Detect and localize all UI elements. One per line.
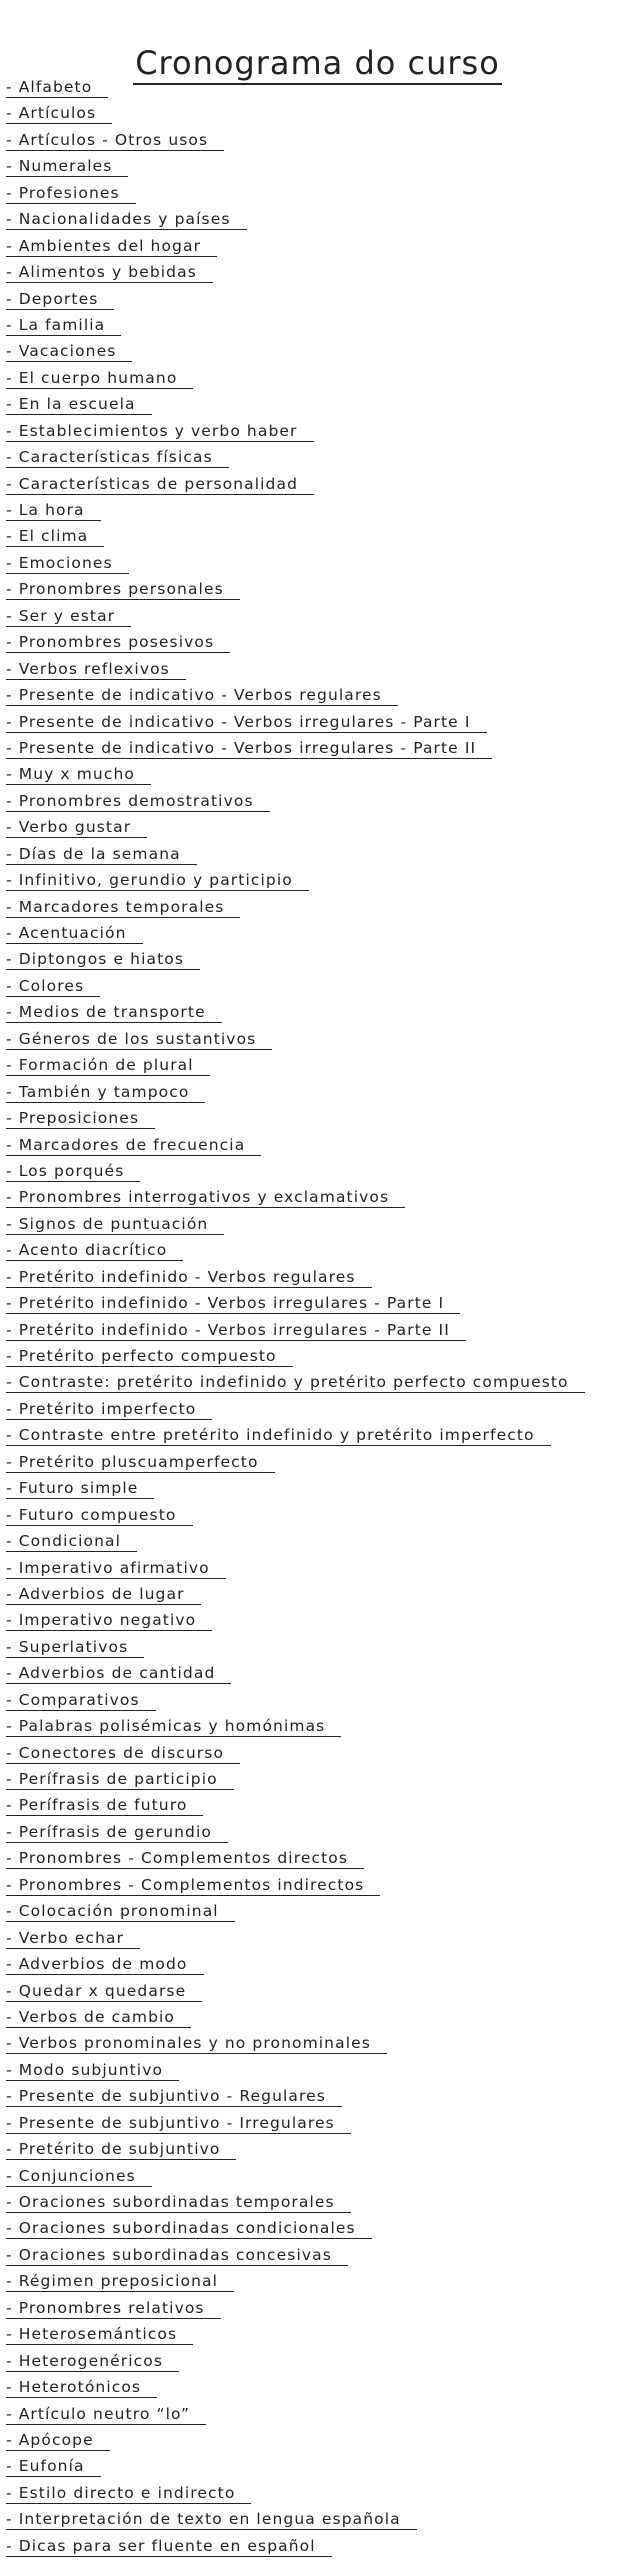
topic-item [6, 1688, 585, 1714]
topic-link[interactable]: - Heterosemánticos [6, 2324, 193, 2345]
topic-item [6, 2534, 585, 2560]
topic-item [6, 974, 585, 1000]
topic-item [6, 1265, 585, 1291]
topic-link[interactable]: - Apócope [6, 2430, 110, 2451]
topic-link[interactable]: - Oraciones subordinadas condicionales [6, 2218, 372, 2239]
topic-link[interactable]: - Oraciones subordinadas temporales [6, 2192, 351, 2213]
topic-item [6, 101, 585, 127]
topic-link[interactable]: - Heterotónicos [6, 2377, 157, 2398]
topic-item [6, 1133, 585, 1159]
topic-item [6, 75, 585, 101]
topic-item [6, 2296, 585, 2322]
topic-link[interactable]: - Palabras polisémicas y homónimas [6, 1716, 341, 1737]
topic-item [6, 577, 585, 603]
topic-link[interactable]: - Características físicas [6, 447, 229, 468]
topic-item [6, 1820, 585, 1846]
topic-item [6, 1793, 585, 1819]
topic-item [6, 2137, 585, 2163]
topic-link[interactable]: - Perífrasis de participio [6, 1769, 234, 1790]
topic-item [6, 1635, 585, 1661]
topic-item [6, 921, 585, 947]
topic-item [6, 1185, 585, 1211]
topic-list [6, 75, 585, 2560]
topic-item [6, 1476, 585, 1502]
topic-link[interactable]: - Acentuación [6, 923, 143, 944]
topic-link[interactable]: - Diptongos e hiatos [6, 949, 200, 970]
topic-link[interactable]: - Preposiciones [6, 1108, 155, 1129]
topic-link[interactable]: - Imperativo negativo [6, 1610, 212, 1631]
topic-link[interactable]: - Vacaciones [6, 341, 132, 362]
topic-link[interactable]: - Adverbios de lugar [6, 1584, 201, 1605]
topic-item [6, 2349, 585, 2375]
topic-link[interactable]: - Pronombres posesivos [6, 632, 230, 653]
topic-link[interactable]: - Pronombres interrogativos y exclamativos [6, 1187, 405, 1208]
topic-item [6, 524, 585, 550]
topic-link[interactable]: - Infinitivo, gerundio y participio [6, 870, 309, 891]
topic-link[interactable]: - Condicional [6, 1531, 137, 1552]
topic-link[interactable]: - Futuro compuesto [6, 1505, 193, 1526]
topic-link[interactable]: - Pretérito imperfecto [6, 1399, 212, 1420]
topic-link[interactable]: - Días de la semana [6, 844, 197, 865]
topic-item [6, 1450, 585, 1476]
topic-item [6, 1080, 585, 1106]
topic-link[interactable]: - Verbos reflexivos [6, 659, 186, 680]
topic-item [6, 1238, 585, 1264]
topic-link[interactable]: - Pretérito indefinido - Verbos regulares [6, 1267, 372, 1288]
topic-link[interactable]: - Géneros de los sustantivos [6, 1029, 272, 1050]
topic-link[interactable]: - Superlativos [6, 1637, 144, 1658]
topic-item [6, 947, 585, 973]
topic-item [6, 1899, 585, 1925]
topic-link[interactable]: - Los porqués [6, 1161, 140, 1182]
topic-item [6, 339, 585, 365]
topic-item [6, 1714, 585, 1740]
topic-item [6, 498, 585, 524]
topic-item [6, 1926, 585, 1952]
topic-item [6, 2216, 585, 2242]
topic-item [6, 1503, 585, 1529]
topic-link[interactable]: - Ambientes del hogar [6, 236, 217, 257]
topic-item [6, 1000, 585, 1026]
topic-item [6, 392, 585, 418]
topic-link[interactable]: - Quedar x quedarse [6, 1981, 202, 2002]
topic-item [6, 128, 585, 154]
topic-link[interactable]: - Conjunciones [6, 2166, 152, 2187]
topic-link[interactable]: - La hora [6, 500, 101, 521]
topic-link[interactable]: - Eufonía [6, 2456, 101, 2477]
topic-item [6, 2402, 585, 2428]
topic-item [6, 2031, 585, 2057]
topic-link[interactable]: - Pretérito de subjuntivo [6, 2139, 236, 2160]
topic-item [6, 2243, 585, 2269]
topic-item [6, 683, 585, 709]
topic-link[interactable]: - Alimentos y bebidas [6, 262, 213, 283]
topic-item [6, 630, 585, 656]
topic-link[interactable]: - Verbo echar [6, 1928, 140, 1949]
topic-item [6, 207, 585, 233]
topic-link[interactable]: - Establecimientos y verbo haber [6, 421, 314, 442]
topic-item [6, 2084, 585, 2110]
topic-link[interactable]: - Régimen preposicional [6, 2271, 234, 2292]
topic-link[interactable]: - El cuerpo humano [6, 368, 193, 389]
topic-item [6, 2428, 585, 2454]
topic-item [6, 657, 585, 683]
topic-item [6, 710, 585, 736]
topic-link[interactable]: - Formación de plural [6, 1055, 210, 1076]
topic-item [6, 2164, 585, 2190]
topic-item [6, 736, 585, 762]
topic-item [6, 1027, 585, 1053]
topic-link[interactable]: - Contraste entre pretérito indefinido y pretérito imperfecto [6, 1425, 551, 1446]
topic-item [6, 472, 585, 498]
topic-item [6, 2322, 585, 2348]
topic-item [6, 1212, 585, 1238]
topic-link[interactable]: - Emociones [6, 553, 129, 574]
topic-link[interactable]: - Comparativos [6, 1690, 156, 1711]
topic-link[interactable]: - Dicas para ser fluente en español [6, 2536, 332, 2557]
topic-link[interactable]: - Colores [6, 976, 100, 997]
topic-link[interactable]: - Marcadores de frecuencia [6, 1135, 261, 1156]
topic-link[interactable]: - Pronombres - Complementos indirectos [6, 1875, 380, 1896]
topic-item [6, 2190, 585, 2216]
topic-link[interactable]: - Contraste: pretérito indefinido y pretérito perfecto compuesto [6, 1372, 585, 1393]
topic-item [6, 1846, 585, 1872]
topic-item [6, 789, 585, 815]
topic-item [6, 1741, 585, 1767]
topic-item [6, 1053, 585, 1079]
topic-item [6, 2375, 585, 2401]
topic-link[interactable]: - Pronombres - Complementos directos [6, 1848, 364, 1869]
topic-item [6, 1423, 585, 1449]
topic-link[interactable]: - Signos de puntuación [6, 1214, 224, 1235]
topic-link[interactable]: - Artículos [6, 103, 112, 124]
topic-item [6, 1556, 585, 1582]
topic-link[interactable]: - Imperativo afirmativo [6, 1558, 226, 1579]
topic-link[interactable]: - Acento diacrítico [6, 1240, 183, 1261]
topic-link[interactable]: - Pretérito perfecto compuesto [6, 1346, 293, 1367]
topic-item [6, 287, 585, 313]
topic-link[interactable]: - Adverbios de modo [6, 1954, 204, 1975]
topic-item [6, 868, 585, 894]
topic-item [6, 313, 585, 339]
topic-item [6, 842, 585, 868]
topic-link[interactable]: - La familia [6, 315, 121, 336]
topic-link[interactable]: - En la escuela [6, 394, 152, 415]
topic-link[interactable]: - Verbo gustar [6, 817, 147, 838]
topic-link[interactable]: - Presente de subjuntivo - Irregulares [6, 2113, 351, 2134]
topic-item [6, 1106, 585, 1132]
topic-item [6, 1318, 585, 1344]
topic-link[interactable]: - Perífrasis de futuro [6, 1795, 203, 1816]
topic-link[interactable]: - Presente de indicativo - Verbos irregulares - Parte I [6, 712, 487, 733]
topic-link[interactable]: - Conectores de discurso [6, 1743, 240, 1764]
topic-link[interactable]: - Oraciones subordinadas concesivas [6, 2245, 348, 2266]
topic-link[interactable]: - Pronombres demostrativos [6, 791, 270, 812]
topic-item [6, 1529, 585, 1555]
topic-link[interactable]: - Artículo neutro “lo” [6, 2404, 206, 2425]
topic-link[interactable]: - También y tampoco [6, 1082, 205, 1103]
topic-item [6, 1767, 585, 1793]
topic-link[interactable]: - Perífrasis de gerundio [6, 1822, 228, 1843]
topic-item [6, 551, 585, 577]
topic-link[interactable]: - Modo subjuntivo [6, 2060, 179, 2081]
topic-link[interactable]: - Deportes [6, 289, 114, 310]
topic-link[interactable]: - El clima [6, 526, 104, 547]
topic-item [6, 1370, 585, 1396]
topic-link[interactable]: - Verbos de cambio [6, 2007, 191, 2028]
topic-item [6, 895, 585, 921]
topic-item [6, 234, 585, 260]
topic-item [6, 1397, 585, 1423]
topic-item [6, 1979, 585, 2005]
topic-link[interactable]: - Adverbios de cantidad [6, 1663, 231, 1684]
topic-link[interactable]: - Colocación pronominal [6, 1901, 235, 1922]
topic-item [6, 2269, 585, 2295]
topic-link[interactable]: - Artículos - Otros usos [6, 130, 224, 151]
topic-link[interactable]: - Muy x mucho [6, 764, 151, 785]
topic-item [6, 1873, 585, 1899]
topic-item [6, 1661, 585, 1687]
topic-link[interactable]: - Pronombres relativos [6, 2298, 221, 2319]
topic-link[interactable]: - Marcadores temporales [6, 897, 240, 918]
topic-link[interactable]: - Pronombres personales [6, 579, 240, 600]
topic-link[interactable]: - Profesiones [6, 183, 136, 204]
topic-link[interactable]: - Alfabeto [6, 77, 108, 98]
topic-item [6, 419, 585, 445]
topic-link[interactable]: - Pretérito indefinido - Verbos irregulares - Parte II [6, 1320, 466, 1341]
topic-link[interactable]: - Presente de indicativo - Verbos regulares [6, 685, 398, 706]
topic-link[interactable]: - Presente de indicativo - Verbos irregulares - Parte II [6, 738, 492, 759]
topic-item [6, 1159, 585, 1185]
topic-item [6, 2005, 585, 2031]
topic-item [6, 2111, 585, 2137]
topic-item [6, 815, 585, 841]
topic-link[interactable]: - Interpretación de texto en lengua española [6, 2509, 417, 2530]
topic-item [6, 2481, 585, 2507]
topic-link[interactable]: - Pretérito pluscuamperfecto [6, 1452, 275, 1473]
topic-item [6, 604, 585, 630]
topic-link[interactable]: - Nacionalidades y países [6, 209, 247, 230]
topic-link[interactable]: - Ser y estar [6, 606, 131, 627]
topic-link[interactable]: - Medios de transporte [6, 1002, 222, 1023]
topic-link[interactable]: - Estilo directo e indirecto [6, 2483, 251, 2504]
topic-item [6, 1952, 585, 1978]
topic-item [6, 1582, 585, 1608]
topic-link[interactable]: - Futuro simple [6, 1478, 154, 1499]
topic-link[interactable]: - Heterogenéricos [6, 2351, 179, 2372]
topic-item [6, 2454, 585, 2480]
topic-item [6, 181, 585, 207]
topic-link[interactable]: - Numerales [6, 156, 128, 177]
topic-item [6, 445, 585, 471]
topic-link[interactable]: - Características de personalidad [6, 474, 314, 495]
topic-item [6, 366, 585, 392]
topic-item [6, 2058, 585, 2084]
topic-item [6, 1291, 585, 1317]
topic-item [6, 1608, 585, 1634]
topic-item [6, 154, 585, 180]
topic-item [6, 762, 585, 788]
topic-link[interactable]: - Verbos pronominales y no pronominales [6, 2033, 387, 2054]
topic-item [6, 1344, 585, 1370]
topic-item [6, 2507, 585, 2533]
topic-item [6, 260, 585, 286]
topic-link[interactable]: - Pretérito indefinido - Verbos irregulares - Parte I [6, 1293, 460, 1314]
topic-link[interactable]: - Presente de subjuntivo - Regulares [6, 2086, 342, 2107]
page-title-text: Cronograma do curso [133, 43, 502, 85]
